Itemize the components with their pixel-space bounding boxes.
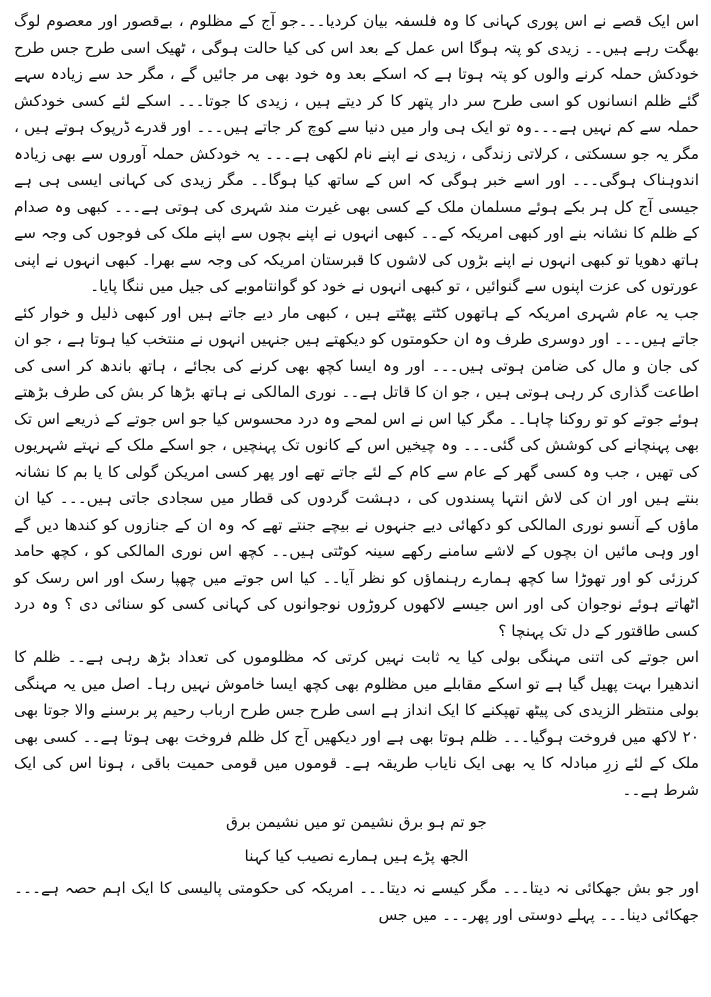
paragraph-1: اس ایک قصے نے اس پوری کہانی کا وہ فلسفہ بیان کردیا۔۔۔جو آج کے مظلوم ، بےقصور اور معصوم لوگ بھگت رہے ہیں۔۔ زیدی کو پتہ ہوگا اس عمل کے بعد اس کی کیا حالت ہوگی ، ٹھیک اسی طرح جس طرح خودکش حملہ کرنے والوں کو پتہ ہوتا ہے کہ اسکے بعد وہ خود بھی مر جائیں گے ، مگر حد سے زیادہ سہے گئے ظلم انسانوں کو اسی طرح سر دار پتھر کا کر دیتے ہیں ، زیدی کا جوتا۔۔۔ اسکے لئے کسی خودکش حملہ سے کم نہیں ہے۔۔۔وہ تو ایک ہی وار میں دنیا سے کوچ کر جاتے ہیں۔۔۔ اور قدرے ڈرپوک ہوتے ہیں ، مگر یہ جو سسکتی ، کرلاتی زندگی ، زیدی نے اپنے نام لکھی ہے۔۔۔ یہ خودکش حملہ آوروں سے بھی زیادہ اندوہناک ہوگی۔۔۔ اور اسے خبر ہوگی کہ اس کے ساتھ کیا ہوگا۔۔ مگر زیدی کی کہانی ایسی ہی ہے جیسی آج کل ہر بکے ہوئے مسلمان ملک کے کسی بھی غیرت مند شہری کی ہوتی ہے۔۔۔ کبھی وہ صدام کے ظلم کا نشانہ بنے اور کبھی امریکہ کے۔۔ کبھی انہوں نے اپنے بچوں سے اپنے ملک کی فوجوں کی وجہ سے ہاتھ دھویا تو کبھی انہوں نے اپنے بڑوں کی لاشوں کا قبرستان امریکہ کی وجہ سے بھرا۔ کبھی انہوں نے اپنی عورتوں کی عزت اپنوں سے گنوائیں ، تو کبھی انہوں نے خود کو گوانتاموبے کی جیل میں ننگا پایا۔ (14, 12, 699, 295)
poetry-couplet (14, 805, 699, 873)
article-body (14, 8, 699, 928)
couplet-line-2: الجھ پڑے ہیں ہمارے نصیب کیا کہنا (244, 847, 469, 865)
paragraph-2: جب یہ عام شہری امریکہ کے ہاتھوں کٹتے پھٹتے ہیں ، کبھی مار دیے جاتے ہیں اور کبھی ذلیل و خوار کئے جاتے ہیں۔۔۔ اور دوسری طرف وہ ان حکومتوں کو دیکھتے ہیں جنہیں انہوں نے منتخب کیا ہوتا ہے ، جو ان کی جان و مال کی ضامن ہوتی ہیں۔۔۔ اور وہ ایسا کچھ بھی کرنے کی بجائے ، ہاتھ باندھ کر اسی کی اطاعت گذاری کر رہی ہوتی ہیں ، جو ان کا قاتل ہے۔۔ نوری المالکی نے ہاتھ بڑھا کر بش کی طرف بڑھتے ہوئے جوتے کو تو روکنا چاہا۔۔ مگر کیا اس نے اس لمحے وہ درد محسوس کیا جو اس جوتے کے ذریعے اس تک بھی پہنچانے کی کوشش کی گئی۔۔۔ وہ چیخیں اس کے کانوں تک پہنچیں ، جو اسکے ملک کے نہتے شہریوں کی تھیں ، جب وہ کسی گھر کے عام سے کام کے لئے جاتے تھے اور پھر کسی امریکن گولی کا یا بم کا نشانہ بنتے ہیں اور ان کی لاش انتہا پسندوں کی ، دہشت گردوں کی قطار میں سجادی جاتی ہیں۔۔۔ کیا ان ماؤں کے آنسو نوری المالکی کو دکھائی دیے جنہوں نے بیچے جنتے تھے کہ وہ ان کے جنازوں کو کندھا دیں گے اور وہی مائیں ان بچوں کے لاشے سامنے رکھے سینہ کوٹتی ہیں۔۔ کچھ اس نوری المالکی کو ، کچھ حامد کرزئی کو اور تھوڑا سا کچھ ہمارے رہنماؤں کو نظر آیا۔۔ کیا اس جوتے میں چھپا رسک اور اس رسک کو اٹھاتے ہوئے نوجوان کی اور اس جیسے لاکھوں کروڑوں نوجوانوں کی کہانی کسی کو سنائی دی ؟ وہ درد کسی طاقتور کے دل تک پہنچا ؟ (14, 303, 699, 640)
closing-paragraph: اور جو بش جھکائی نہ دیتا۔۔۔ مگر کیسے نہ دیتا۔۔۔ امریکہ کی حکومتی پالیسی کا ایک اہم حصہ ہے۔۔۔ جھکائی دینا۔۔۔ پہلے دوستی اور پھر۔۔۔ میں جس (14, 879, 699, 924)
couplet-line-1: جو تم ہو برق نشیمن تو میں نشیمن برق (226, 813, 487, 831)
paragraph-3: اس جوتے کی اتنی مہنگی بولی کیا یہ ثابت نہیں کرتی کہ مظلوموں کی تعداد بڑھ رہی ہے۔۔ ظلم کا اندھیرا بہت پھیل گیا ہے تو اسکے مقابلے میں مظلوم بھی کچھ ایسا خاموش نہیں رہا۔ اصل میں یہ مہنگی بولی منتظر الزیدی کی پیٹھ تھپکنے کا ایک انداز ہے اسی طرح جس طرح ارباب رحیم پر برسنے والا جوتا بھی ۲۰ لاکھ میں فروخت ہوگیا۔۔۔ ظلم ہوتا بھی ہے اور دیکھیں آج کل ظلم فروخت بھی ہوتا ہے۔۔ کسی بھی ملک کے لئے زرِ مبادلہ کا یہ بھی ایک نایاب طریقہ ہے۔ قوموں میں قومی حمیت باقی ، ہونا اس کی ایک شرط ہے۔۔ (14, 648, 699, 799)
